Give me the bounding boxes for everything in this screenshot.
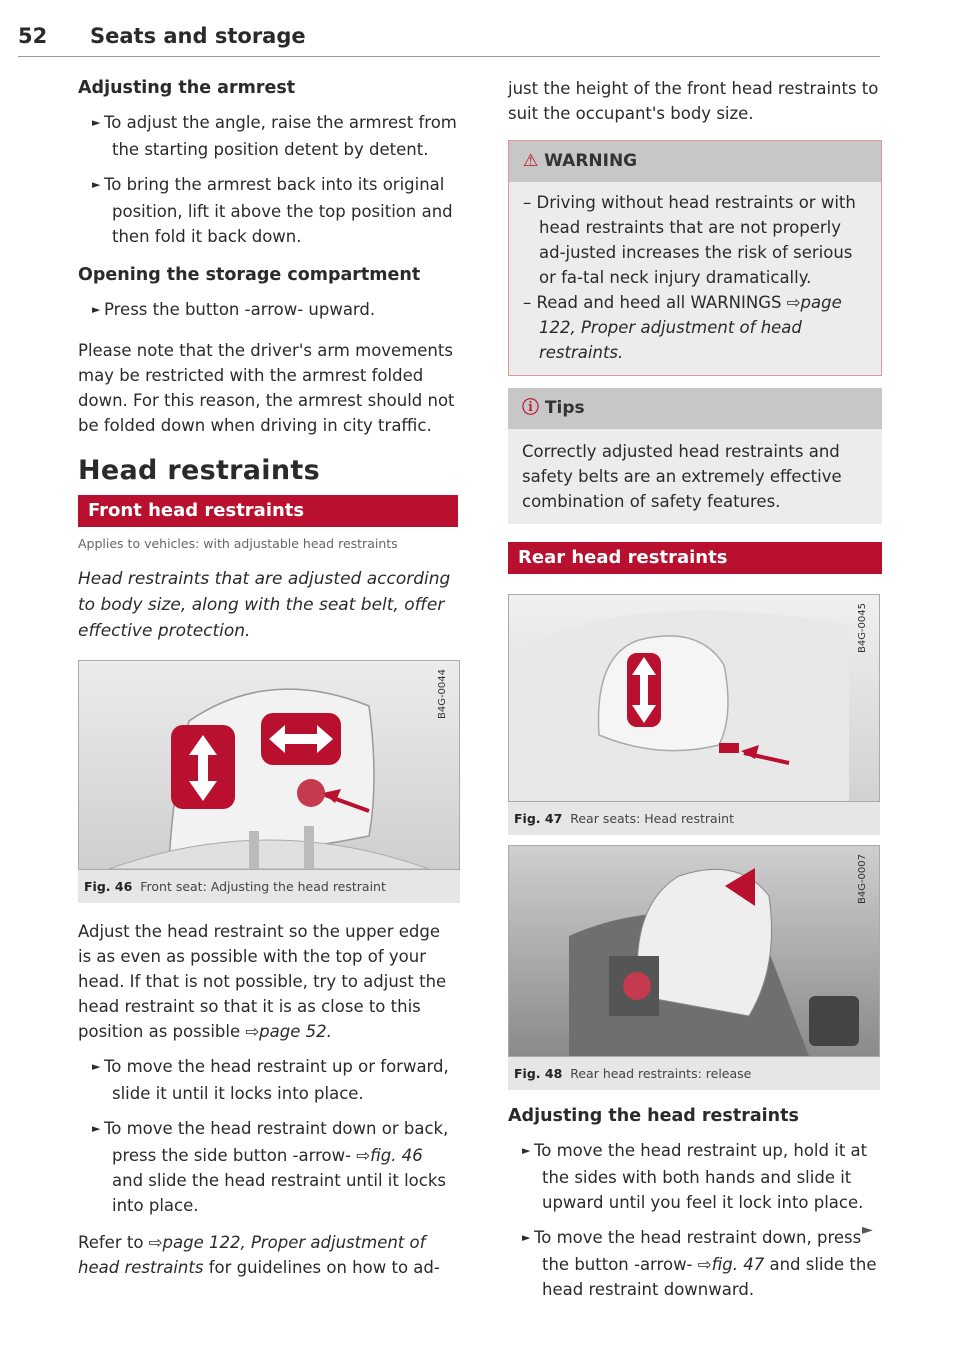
adjust-paragraph: Adjust the head restraint so the upper edge is as even as possible with the top of your head. If that is not possible, try to adjust the head restraint so that it is as close to this position as possible ⇨page 52.	[78, 922, 447, 1041]
adjust-bullet: ► To move the head restraint up, hold it at the sides with both hands and slide it upward until you feel it lock into place.	[508, 1138, 882, 1215]
warning-header: ⚠ WARNING	[509, 141, 881, 182]
tips-text: Correctly adjusted head restraints and safety belts are an extremely effective combination of safety features.	[522, 442, 842, 511]
adjust-bullet: ► To move the head restraint down, press the button -arrow- ⇨fig. 47 and slide the head restraint downward.	[508, 1225, 882, 1302]
page-number: 52	[18, 24, 48, 48]
figure-47-image	[508, 594, 880, 802]
figure-47-caption: Fig. 47 Rear seats: Head restraint	[508, 802, 880, 835]
page-link[interactable]: ⇨page 122, Proper adjustment of head restraints	[78, 1233, 426, 1277]
right-column	[508, 76, 882, 1312]
figure-46-image	[78, 660, 460, 870]
info-icon: ⓘ	[522, 398, 539, 418]
head-restraints-heading: Head restraints	[78, 455, 320, 486]
section-title: Seats and storage	[90, 24, 306, 48]
front-head-restraints-banner: Front head restraints	[78, 495, 458, 527]
header-divider	[18, 56, 880, 57]
figure-code: B4G-0045	[857, 603, 868, 654]
armrest-bullet: ► To adjust the angle, raise the armrest from the starting position detent by detent.	[78, 110, 458, 162]
tips-header: ⓘ Tips	[508, 388, 882, 429]
warning-item: – Driving without head restraints or with head restraints that are not properly ad-justed increases the risk of serious or fa-tal neck injury dramatically.	[523, 193, 856, 287]
storage-bullet: ► Press the button -arrow- upward.	[78, 297, 458, 324]
release-illustration	[509, 846, 879, 1056]
page-link[interactable]: ⇨page 122, Proper adjustment of head restraints.	[539, 293, 842, 362]
warning-triangle-icon: ⚠	[523, 151, 539, 171]
figure-48-image	[508, 845, 880, 1057]
continued-paragraph: just the height of the front head restraints to suit the occupant's body size.	[508, 79, 879, 123]
storage-note: Please note that the driver's arm movements may be restricted with the armrest folded down. For this reason, the armrest should not be folded down when driving in city traffic.	[78, 341, 455, 435]
refer-paragraph: Refer to ⇨page 122, Proper adjustment of head restraints for guidelines on how to ad-	[78, 1233, 440, 1277]
move-bullet: ► To move the head restraint up or forward, slide it until it locks into place.	[78, 1054, 458, 1106]
adjusting-heading: Adjusting the head restraints	[508, 1106, 799, 1126]
figure-48	[508, 845, 880, 1090]
figure-link[interactable]: ⇨fig. 46	[356, 1146, 423, 1165]
figure-link[interactable]: ⇨fig. 47	[697, 1255, 765, 1274]
figure-46	[78, 660, 460, 903]
applies-note: Applies to vehicles: with adjustable head restraints	[78, 536, 398, 551]
figure-code: B4G-0044	[437, 669, 448, 720]
armrest-heading: Adjusting the armrest	[78, 78, 296, 98]
armrest-bullet: ► To bring the armrest back into its original position, lift it above the top position and then fold it back down.	[78, 172, 458, 249]
continue-arrow-icon: ►	[862, 1222, 873, 1238]
rear-head-restraints-banner: Rear head restraints	[508, 542, 882, 574]
warning-body	[509, 182, 881, 375]
figure-47	[508, 594, 880, 835]
rear-headrest-illustration	[509, 595, 879, 801]
left-column	[78, 76, 458, 1290]
storage-heading: Opening the storage compartment	[78, 265, 421, 285]
figure-46-caption: Fig. 46 Front seat: Adjusting the head restraint	[78, 870, 460, 903]
tips-box	[508, 388, 882, 524]
page-link[interactable]: ⇨page 52.	[245, 1022, 332, 1041]
move-bullet: ► To move the head restraint down or back, press the side button -arrow- ⇨fig. 46 and slide the head restraint until it locks into place.	[78, 1116, 458, 1218]
figure-48-caption: Fig. 48 Rear head restraints: release	[508, 1057, 880, 1090]
warning-box	[508, 140, 882, 376]
warning-item: – Read and heed all WARNINGS ⇨page 122, Proper adjustment of head restraints.	[523, 293, 842, 362]
headrest-illustration	[79, 661, 459, 869]
lead-text: Head restraints that are adjusted according to body size, along with the seat belt, offer effective protection.	[78, 569, 451, 641]
figure-code: B4G-0007	[857, 854, 868, 905]
